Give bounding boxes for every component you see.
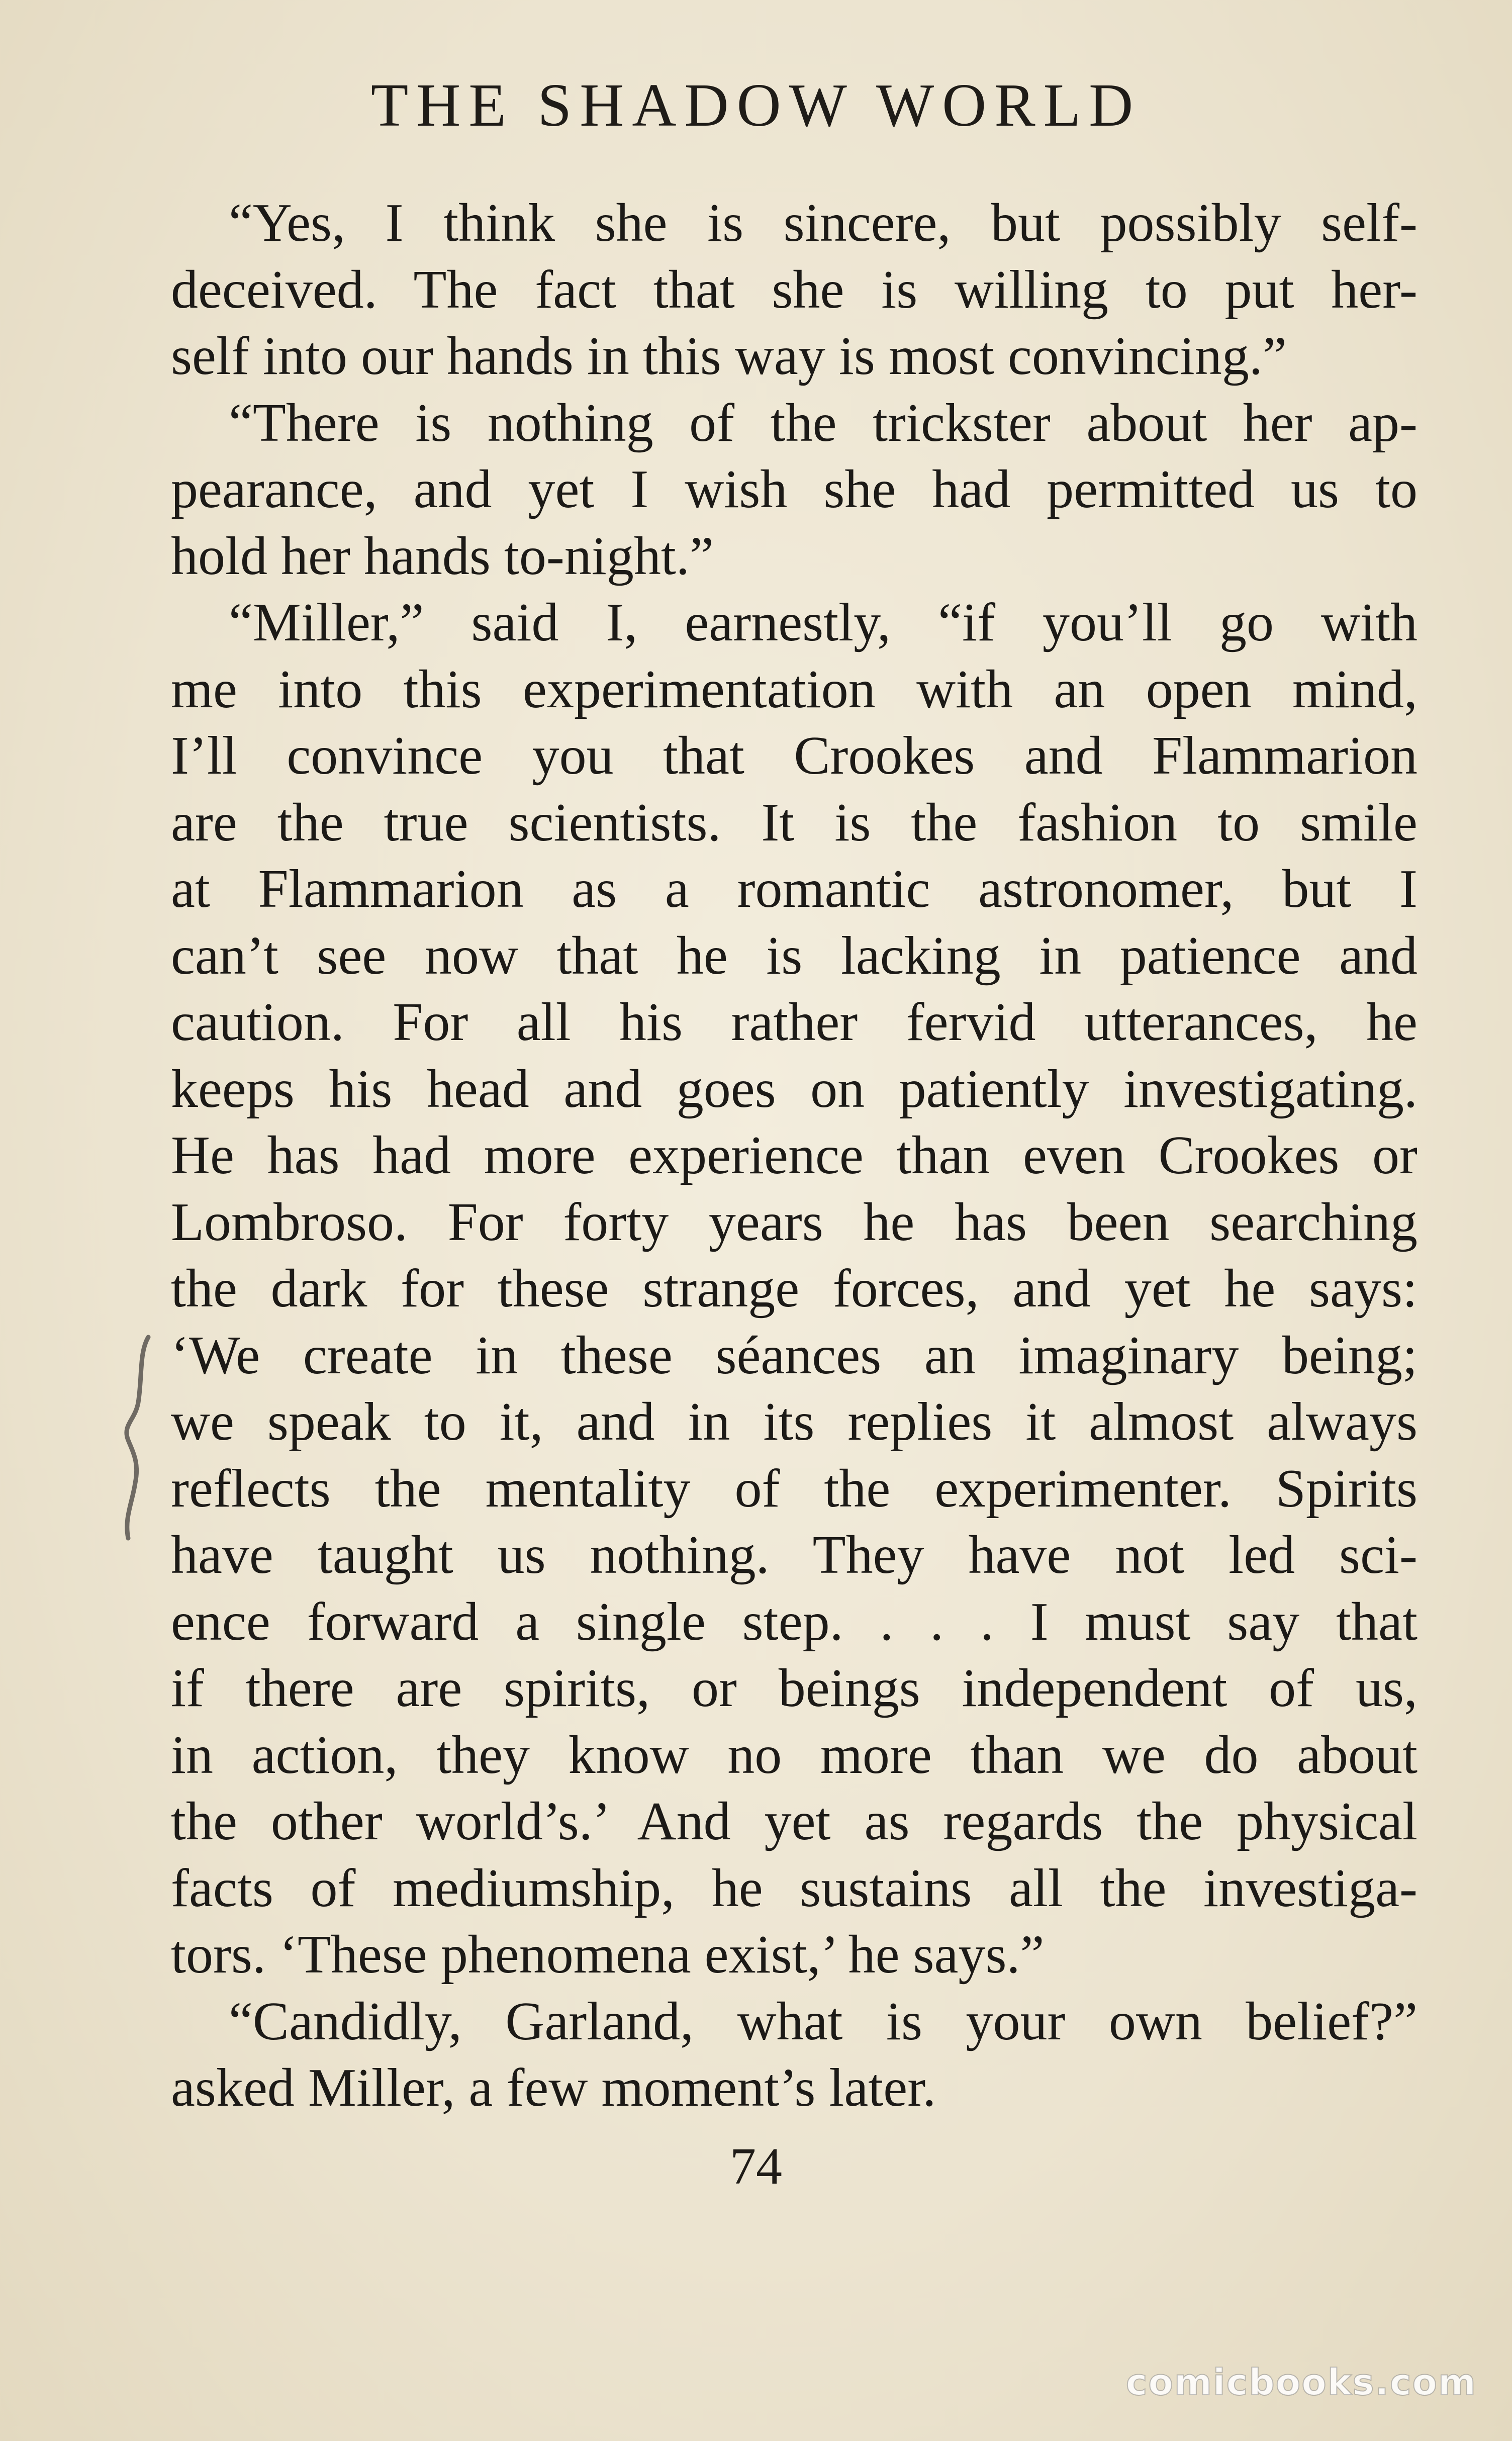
text-line: if there are spirits, or beings independent of us, — [171, 1658, 1418, 1718]
text-line: facts of mediumship, he sustains all the investiga- — [171, 1858, 1418, 1918]
text-line: keeps his head and goes on patiently investigating. — [171, 1059, 1418, 1119]
text-line: tors. ‘These phenomena exist,’ he says.” — [171, 1925, 1045, 1985]
text-line: at Flammarion as a romantic astronomer, but I — [171, 859, 1418, 919]
text-line: “Miller,” said I, earnestly, “if you’ll go with — [229, 593, 1418, 652]
watermark: comicbooks.com — [1125, 2361, 1477, 2403]
running-head: THE SHADOW WORLD — [370, 71, 1142, 139]
text-line: He has had more experience than even Crookes or — [171, 1125, 1418, 1185]
text-line: me into this experimentation with an open mind, — [171, 659, 1418, 719]
text-line: ‘We create in these séances an imaginary being; — [171, 1325, 1418, 1385]
text-line: reflects the mentality of the experimenter. Spirits — [171, 1458, 1418, 1519]
text-line: ence forward a single step. . . . I must say that — [171, 1591, 1418, 1652]
text-line: deceived. The fact that she is willing to put her- — [171, 259, 1418, 320]
text-line: self into our hands in this way is most convincing.” — [171, 326, 1287, 386]
text-line: “There is nothing of the trickster about her ap- — [229, 393, 1418, 453]
text-line: can’t see now that he is lacking in patience and — [171, 925, 1418, 986]
text-line: caution. For all his rather fervid utterances, he — [171, 992, 1418, 1052]
text-line: we speak to it, and in its replies it almost always — [171, 1392, 1418, 1452]
text-line: hold her hands to-night.” — [171, 526, 714, 586]
text-line: the other world’s.’ And yet as regards the physical — [171, 1792, 1418, 1851]
text-line: the dark for these strange forces, and yet he says: — [171, 1259, 1418, 1319]
body-text — [171, 190, 1418, 2122]
text-line: Lombroso. For forty years he has been searching — [171, 1192, 1418, 1252]
text-line: pearance, and yet I wish she had permitted us to — [171, 459, 1418, 519]
text-line: are the true scientists. It is the fashion to smile — [171, 792, 1418, 853]
text-line: asked Miller, a few moment’s later. — [171, 2058, 936, 2118]
margin-bracket-mark — [113, 1332, 158, 1543]
text-line: have taught us nothing. They have not led sci- — [171, 1525, 1418, 1585]
page-number: 74 — [730, 2137, 782, 2195]
text-line: in action, they know no more than we do about — [171, 1725, 1418, 1785]
text-line: “Candidly, Garland, what is your own belief?” — [229, 1991, 1418, 2051]
text-line: I’ll convince you that Crookes and Flammarion — [171, 726, 1418, 786]
text-line: “Yes, I think she is sincere, but possibly self- — [229, 193, 1418, 253]
